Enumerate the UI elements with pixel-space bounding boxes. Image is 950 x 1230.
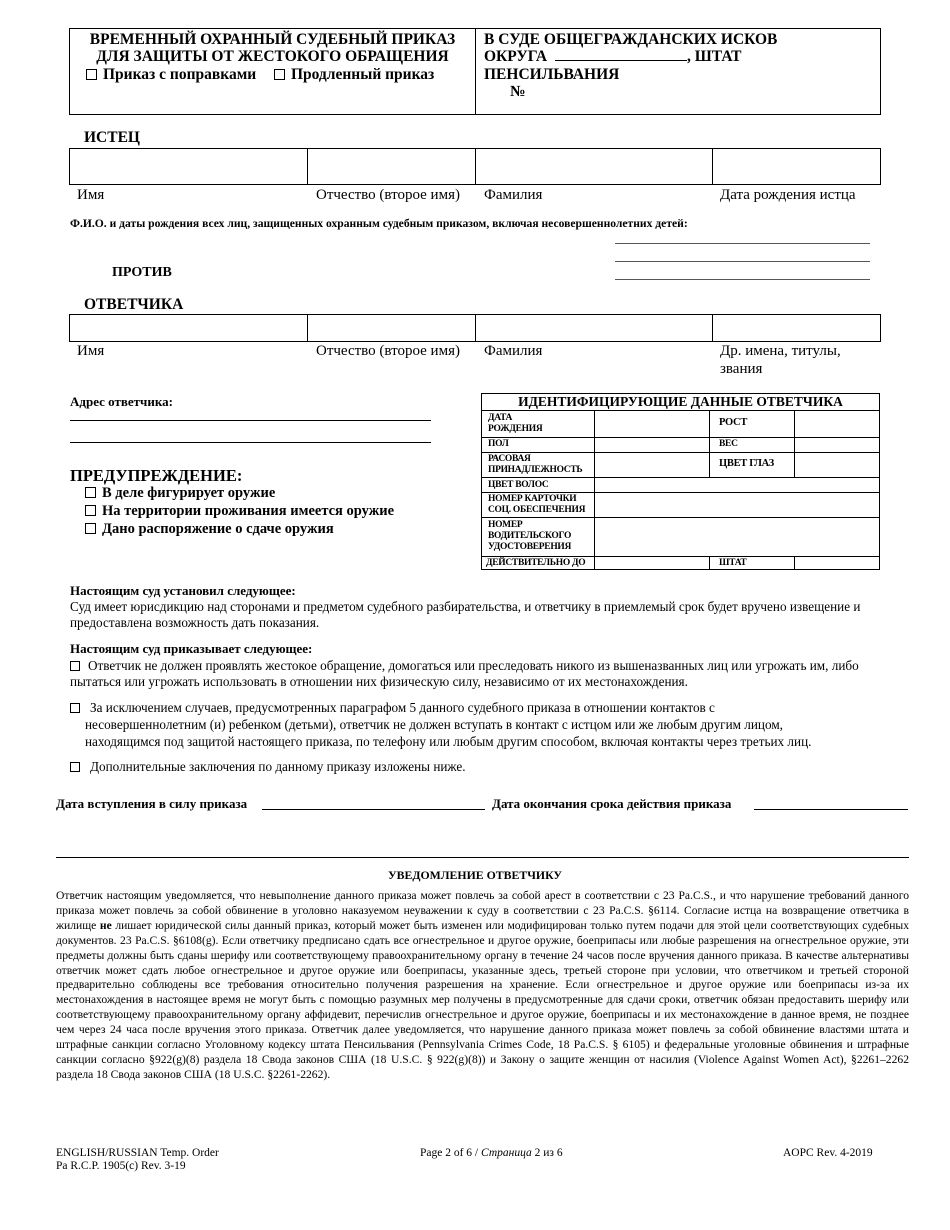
order-3-text: Дополнительные заключения по данному приказу изложены ниже. (90, 759, 466, 774)
identifying-data-title: ИДЕНТИФИЦИРУЮЩИЕ ДАННЫЕ ОТВЕТЧИКА (518, 394, 843, 409)
ssn-label-b: СОЦ. ОБЕСПЕЧЕНИЯ (488, 505, 586, 515)
valid-until-label: ДЕЙСТВИТЕЛЬНО ДО (486, 558, 586, 568)
order-1-checkbox[interactable] (70, 661, 80, 671)
findings-text: Суд имеет юрисдикцию над сторонами и предметом судебного разбирательства, и ответчику в приемлемый срок будет вручено извещение и предоставлена возможность дать показания. (70, 599, 861, 630)
order-title-line2: ДЛЯ ЗАЩИТЫ ОТ ЖЕСТОКОГО ОБРАЩЕНИЯ (96, 48, 449, 65)
plaintiff-heading: ИСТЕЦ (84, 129, 140, 146)
weapons-involved-label: В деле фигурирует оружие (102, 485, 276, 501)
order-title-line1: ВРЕМЕННЫЙ ОХРАННЫЙ СУДЕБНЫЙ ПРИКАЗ (89, 31, 456, 48)
dl-label-c: УДОСТОВЕРЕНИЯ (488, 542, 572, 552)
defendant-aliases-label: Др. имена, титулы, (720, 343, 841, 359)
notice-text-part-2: лишает юридической силы данный приказ, который может быть изменен или модифицирован только путем подачи для этой цели соответствующих судебных документов. 23 Pa.C.S. §6108(g). Если ответчику предписано сдать все огнестрельное и другое оружие, боеприпасы или любые разрешения на огнестрельное оружие, эти предметы должны быть сданы шерифу или соответствующему правоохранительному органу в течение 24 часов после вручения данного приказа. В качестве альтернативы ответчик может сдать любое огнестрельное и другое оружие или боеприпасы, указанные здесь, третьей стороне при условии, что ответчиком и третьей стороной предварительно соблюдены все требования относительно получения разрешения на хранение. Если огнестрельное и другое оружие или боеприпасы из-за их местонахождения в настоящее время не могут быть с помощью разумных мер получены в предусмотренные для сдачи сроки, ответчик обязан предоставить шерифу или соответствующему правоохранительному органу аффидевит, перечислив огнестрельное и другое оружие, боеприпасы и их местонахождение в данное время, не позднее чем через 24 часа после вручения этого приказа. Ответчик далее уведомляется, что нарушение данного приказа может повлечь за собой обвинение властями штата и штрафные санкции согласно Уголовному кодексу штата Пенсильвания (Pennsylvania Crimes Code, 18 Pa.C.S. § 6105) и федеральные уголовные обвинения и штрафные санкции согласно §922(g)(8) раздела 18 Свода законов США (18 U.S.C. § 922(g)(8)) и Закону о защите женщин от насилия (Violence Against Women Act), §2261–2262 раздела 18 Свода законов США (18 U.S.C. §2261-2262). (56, 918, 909, 1081)
notice-text-emphasis: не (99, 918, 112, 932)
footer-page-en: Page 2 of 6 / (420, 1147, 482, 1159)
weapons-present-checkbox[interactable] (85, 505, 96, 516)
footer-form-name: ENGLISH/RUSSIAN Temp. Order (56, 1147, 219, 1159)
order-item-2 (70, 699, 910, 750)
hair-color-label: ЦВЕТ ВОЛОС (488, 480, 549, 490)
findings-heading: Настоящим суд установил следующее: (70, 583, 296, 598)
state-suffix: , ШТАТ (687, 48, 742, 65)
effective-date-row (56, 796, 247, 812)
weapons-ordered-checkbox[interactable] (85, 523, 96, 534)
order-2-text-line1: За исключением случаев, предусмотренных параграфом 5 данного судебного приказа в отношении контактов с (90, 700, 715, 715)
caption-divider (475, 29, 476, 115)
notice-heading: УВЕДОМЛЕНИЕ ОТВЕТЧИКУ (387, 868, 563, 882)
warning-item-weapons-involved (85, 485, 275, 502)
order-2-checkbox[interactable] (70, 703, 80, 713)
defendant-aliases-label-2: звания (720, 361, 763, 377)
notice-text (56, 889, 909, 1083)
race-label-a: РАСОВАЯ (488, 454, 531, 464)
extended-order-label: Продленный приказ (290, 66, 435, 83)
protected-person-line-2[interactable] (615, 261, 870, 262)
extended-order-checkbox[interactable] (274, 69, 285, 80)
dob-label-a: ДАТА (488, 413, 513, 423)
eye-color-label: ЦВЕТ ГЛАЗ (719, 458, 774, 469)
warning-heading: ПРЕДУПРЕЖДЕНИЕ: (70, 466, 243, 485)
versus-label: ПРОТИВ (112, 265, 172, 280)
county-label: ОКРУГА (484, 48, 548, 65)
address-line-2[interactable] (70, 442, 431, 443)
docket-number-label: № (510, 83, 526, 100)
order-item-3 (70, 759, 910, 775)
plaintiff-name-row[interactable] (69, 148, 881, 185)
ssn-label-a: НОМЕР КАРТОЧКИ (488, 494, 577, 504)
footer-page-ru-word: Страница (481, 1147, 532, 1159)
height-label: РОСТ (719, 417, 748, 428)
court-line1: В СУДЕ ОБЩЕГРАЖДАНСКИХ ИСКОВ (484, 31, 778, 48)
amended-order-label: Приказ с поправками (103, 66, 257, 83)
notice-text-part-1: Ответчик настоящим уведомляется, что невыполнение данного приказа может повлечь за собой арест в соответствии с 23 Pa.C.S., и что нарушение требований данного приказа может повлечь за собой обвинение в уголовно наказуемом неуважении к суду в соответствии с 23 Pa.C.S. §6114. Согласие истца на возвращение ответчика в жилище (56, 889, 909, 932)
footer-revision: AOPC Rev. 4-2019 (783, 1147, 873, 1159)
order-item-1 (70, 658, 910, 689)
warning-item-weapons-present (85, 503, 394, 520)
court-line2 (484, 48, 742, 65)
expiration-date-label: Дата окончания срока действия приказа (492, 796, 732, 811)
plaintiff-dob-label: Дата рождения истца (720, 187, 856, 203)
weight-label: ВЕС (719, 439, 738, 449)
defendant-first-name-label: Имя (77, 343, 105, 359)
order-2-text-line2: несовершеннолетним (и) ребенком (детьми), ответчик не должен вступать в контакт с истцом или же любым другим лицом, (85, 717, 783, 732)
sex-label: ПОЛ (488, 439, 509, 449)
footer-rule-citation: Pa R.C.P. 1905(c) Rev. 3-19 (56, 1160, 186, 1172)
caption-box (69, 28, 881, 115)
dob-label-b: РОЖДЕНИЯ (488, 424, 543, 434)
weapons-involved-checkbox[interactable] (85, 487, 96, 498)
amended-order-checkbox[interactable] (86, 69, 97, 80)
defendant-name-row[interactable] (69, 314, 881, 342)
order-3-checkbox[interactable] (70, 762, 80, 772)
notice-divider (56, 857, 909, 858)
dl-label-a: НОМЕР (488, 520, 523, 530)
state-label: ШТАТ (719, 558, 747, 568)
warning-item-weapons-ordered (85, 521, 334, 538)
defendant-address-label: Адрес ответчика: (70, 394, 173, 409)
protected-persons-label: Ф.И.О. и даты рождения всех лиц, защищенных охранным судебным приказом, включая несовершеннолетних детей: (70, 217, 688, 230)
weapons-ordered-label: Дано распоряжение о сдаче оружия (102, 521, 334, 537)
plaintiff-last-name-label: Фамилия (484, 187, 543, 203)
address-line-1[interactable] (70, 420, 431, 421)
protected-person-line-1[interactable] (615, 243, 870, 244)
county-field[interactable] (555, 48, 687, 61)
court-line3: ПЕНСИЛЬВАНИЯ (484, 66, 620, 83)
defendant-last-name-label: Фамилия (484, 343, 543, 359)
footer-page-ru: 2 из 6 (531, 1147, 563, 1159)
order-1-text: Ответчик не должен проявлять жестокое обращение, домогаться или преследовать никого из вышеназванных лиц или угрожать им, либо пытаться или угрожать использовать в отношении них физическую силу, независимо от их местонахождения. (70, 658, 859, 689)
order-2-text-line3: находящимся под защитой настоящего приказа, по телефону или любым другим способом, включая контакты через третьих лиц. (85, 734, 812, 749)
plaintiff-middle-name-label: Отчество (второе имя) (316, 187, 460, 203)
footer-page-number (420, 1147, 563, 1160)
expiration-date-field[interactable] (754, 809, 908, 810)
defendant-heading: ОТВЕТЧИКА (84, 296, 184, 313)
protected-person-line-3[interactable] (615, 279, 870, 280)
effective-date-label: Дата вступления в силу приказа (56, 796, 248, 811)
defendant-middle-name-label: Отчество (второе имя) (316, 343, 460, 359)
weapons-present-label: На территории проживания имеется оружие (102, 503, 395, 519)
dl-label-b: ВОДИТЕЛЬСКОГО (488, 531, 572, 541)
effective-date-field[interactable] (262, 809, 485, 810)
orders-heading: Настоящим суд приказывает следующее: (70, 641, 313, 656)
race-label-b: ПРИНАДЛЕЖНОСТЬ (488, 465, 583, 475)
plaintiff-first-name-label: Имя (77, 187, 105, 203)
order-type-options (86, 66, 434, 83)
identifying-data-table (481, 393, 880, 570)
